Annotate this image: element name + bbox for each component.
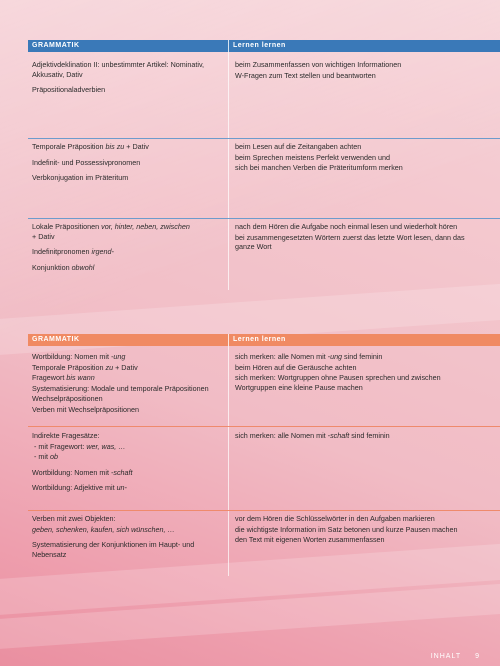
header-lernen-lernen: Lernen lernen xyxy=(228,40,500,52)
footer xyxy=(431,653,480,660)
s2-row1-right: sich merken: alle Nomen mit -ung sind feminin beim Hören auf die Geräusche achten sich merken: Wortgruppen ohne Pausen sprechen und zwischen Wortgruppen eine kleine Pause machen xyxy=(235,352,441,392)
header-lernen-lernen: Lernen lernen xyxy=(228,334,500,346)
s1-row3-right: nach dem Hören die Aufgabe noch einmal lesen und wiederholt hören bei zusammengesetzten Wörtern zuerst das letzte Wort lesen, dann das ganze Wort xyxy=(235,222,465,252)
page-number: 9 xyxy=(475,653,480,660)
s2-row2-left: Indirekte Fragesätze: - mit Fragewort: wer, was, … - mit ob Wortbildung: Nomen mit -schaft Wortbildung: Adjektive mit un- xyxy=(32,431,133,493)
s1-row2-left: Temporale Präposition bis zu + Dativ Indefinit- und Possessivpronomen Verbkonjugation im Präteritum xyxy=(32,142,149,183)
s1-row1-right: beim Zusammenfassen von wichtigen Informationen W-Fragen zum Text stellen und beantworten xyxy=(235,60,402,80)
s2-row2-right: sich merken: alle Nomen mit -schaft sind feminin xyxy=(235,431,390,440)
header-grammatik: GRAMMATIK xyxy=(32,336,80,343)
s2-row3-left: Verben mit zwei Objekten: geben, schenken, kaufen, sich wünschen, … Systematisierung der Konjunktionen im Haupt- und Nebensatz xyxy=(32,514,195,559)
footer-inhalt-link[interactable]: INHALT xyxy=(430,653,462,660)
s2-row1-left: Wortbildung: Nomen mit -ung Temporale Präposition zu + Dativ Fragewort bis wann Systematisierung: Modale und temporale Präpositionen Wechselpräpositionen Verben mit Wechselpräpositionen xyxy=(32,352,209,414)
s2-row3-right: vor dem Hören die Schlüsselwörter in den Aufgaben markieren die wichtigste Information im Satz betonen und kurze Pausen machen den Text mit eigenen Worten zusammenfassen xyxy=(235,514,458,545)
s1-row1-left: Adjektivdeklination II: unbestimmter Artikel: Nominativ, Akkusativ, Dativ Präpositionaladverbien xyxy=(32,60,205,95)
section1-header xyxy=(28,40,500,52)
s1-row3-left: Lokale Präpositionen vor, hinter, neben, zwischen + Dativ Indefinitpronomen irgend- Konjunktion obwohl xyxy=(32,222,190,272)
section2-header xyxy=(28,334,500,346)
header-grammatik: GRAMMATIK xyxy=(32,42,80,49)
s1-row2-right: beim Lesen auf die Zeitangaben achten beim Sprechen meistens Perfekt verwenden und sich bei manchen Verben die Präteritumform merken xyxy=(235,142,403,173)
